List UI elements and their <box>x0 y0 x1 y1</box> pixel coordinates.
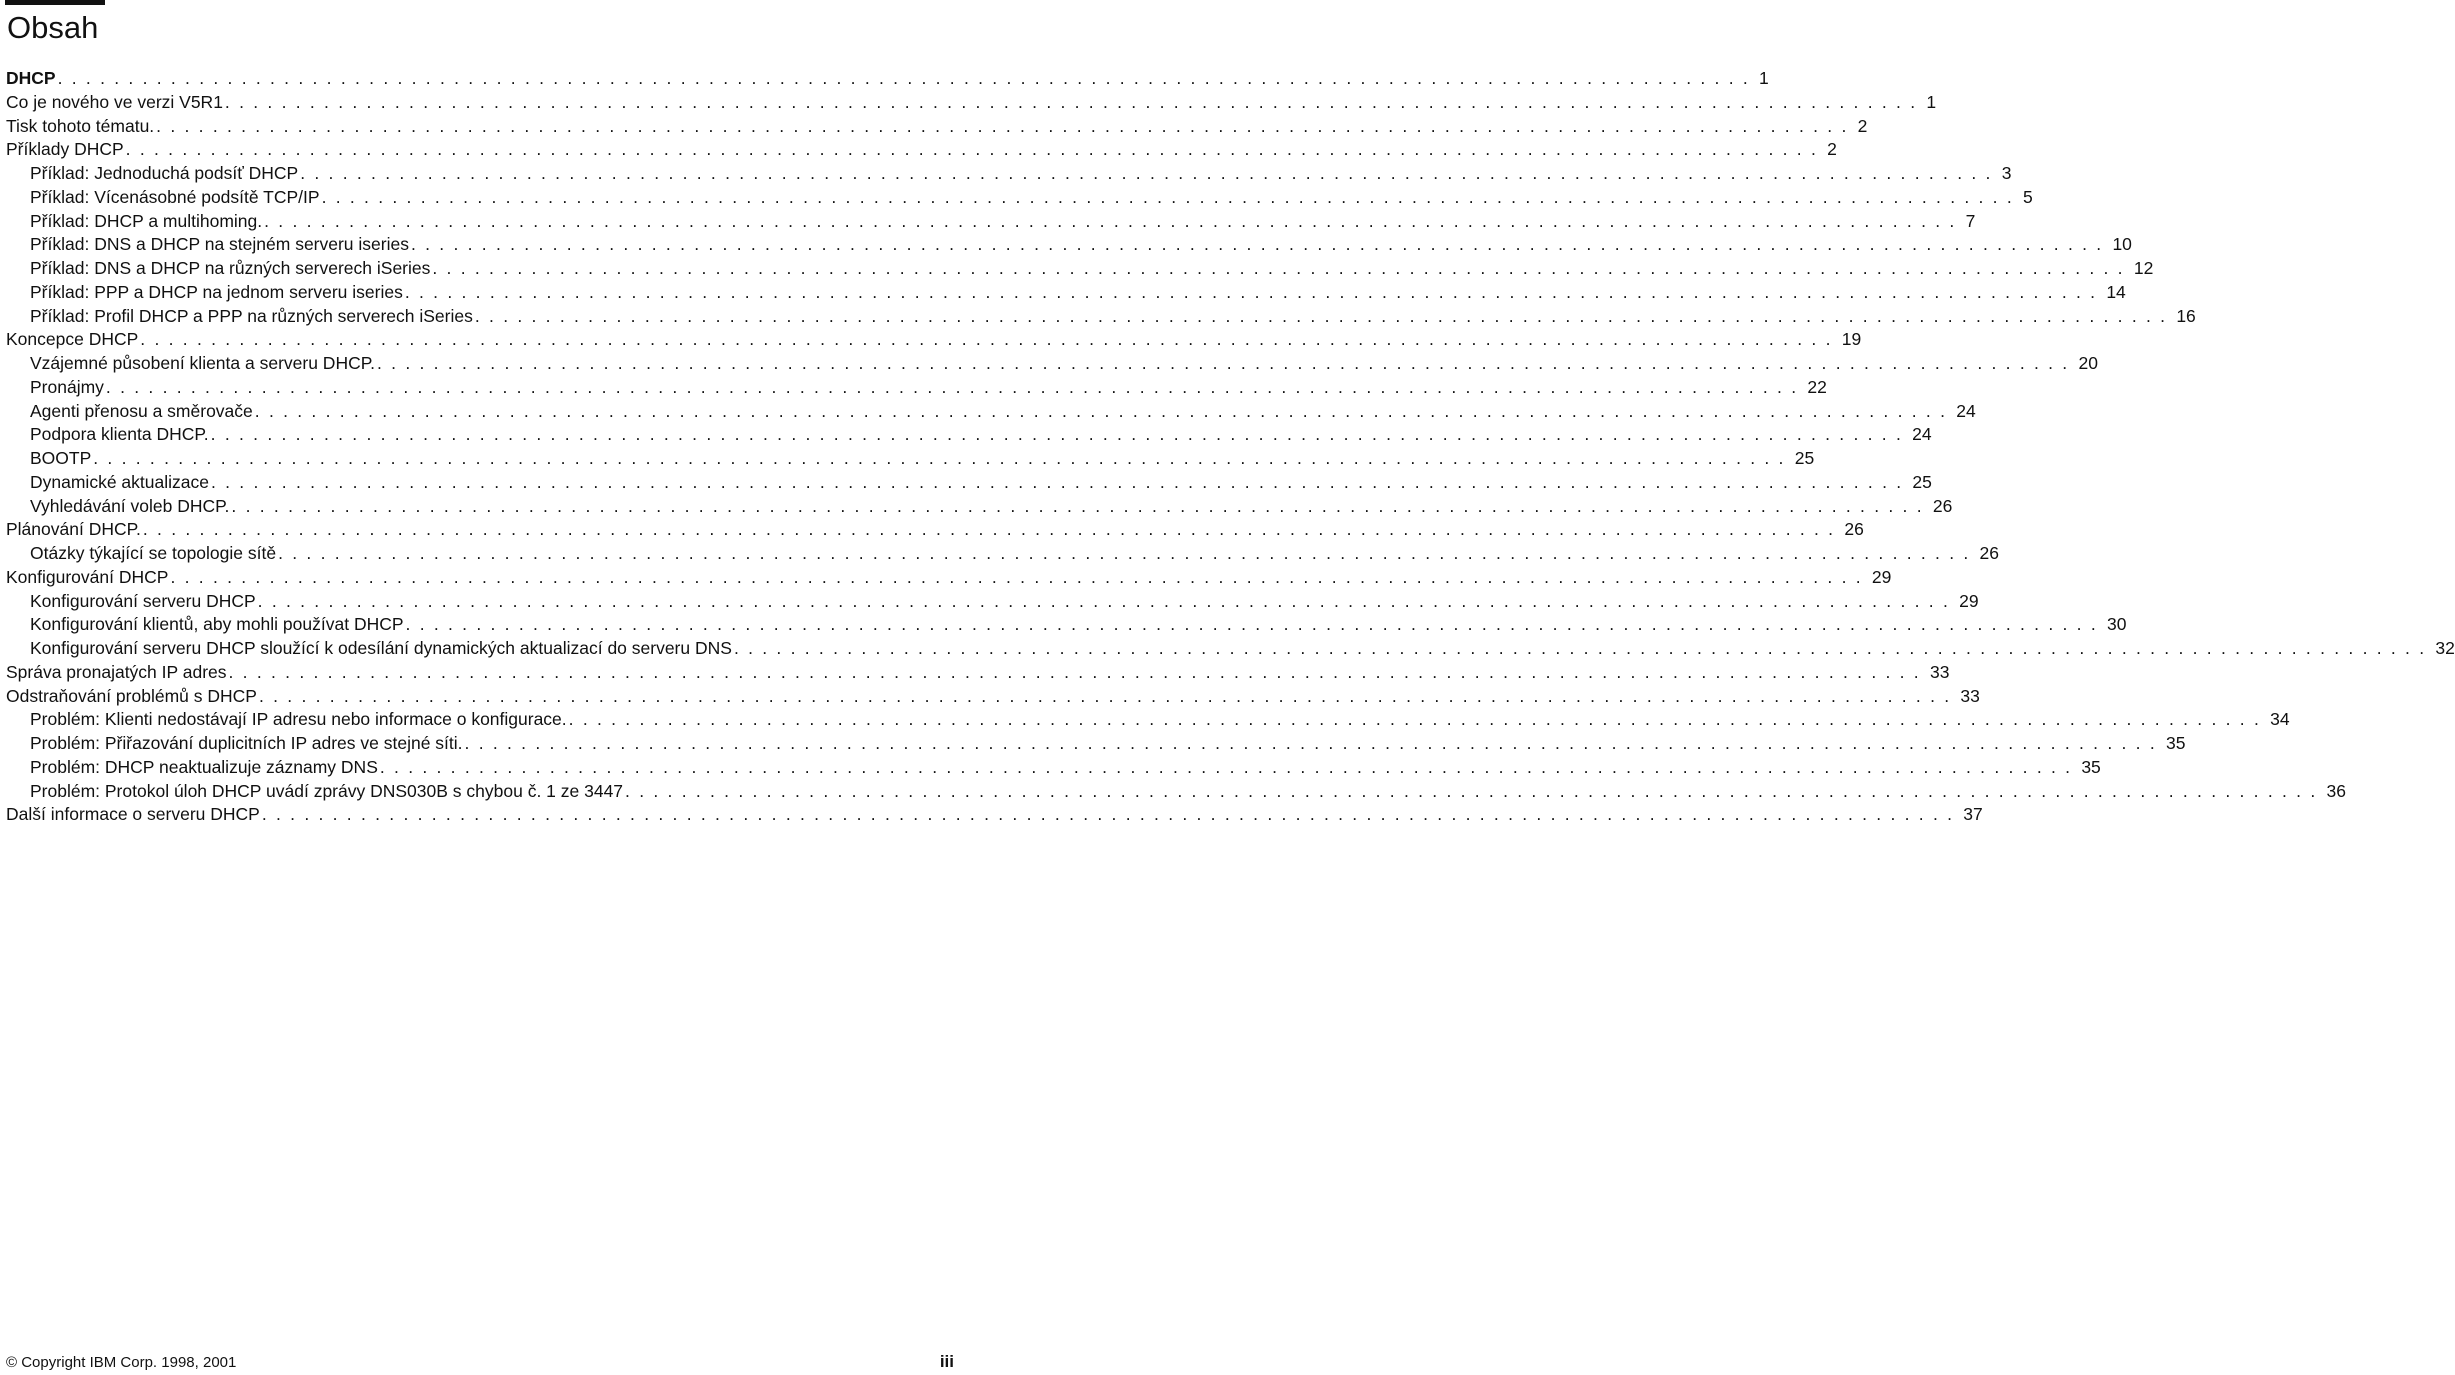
toc-entry[interactable] <box>0 423 1932 447</box>
toc-entry[interactable] <box>0 210 1976 234</box>
toc-entry[interactable] <box>0 138 1837 162</box>
dot-leader: ........................................................................................................................ <box>404 281 2105 302</box>
toc-entry-title: Dynamické aktualizace <box>30 471 211 495</box>
toc-entry-page: 5 <box>2021 186 2033 210</box>
toc-entry-title: Problém: DHCP neaktualizuje záznamy DNS <box>30 756 380 780</box>
toc-entry-title: Konfigurování DHCP <box>6 566 170 590</box>
toc-entry-title: Příklad: DNS a DHCP na stejném serveru iseries <box>30 233 411 257</box>
toc-entry-title: Příklad: DHCP a multihoming. <box>30 210 264 234</box>
toc-entry-page: 7 <box>1964 210 1976 234</box>
toc-entry-title: Co je nového ve verzi V5R1 <box>6 91 225 115</box>
toc-entry-page: 10 <box>2110 233 2131 257</box>
toc-entry-line <box>30 637 2455 661</box>
copyright-notice: © Copyright IBM Corp. 1998, 2001 <box>6 1354 237 1371</box>
dot-leader: ........................................................................................................................ <box>254 400 1955 421</box>
dot-leader: ........................................................................................................................ <box>464 733 2164 753</box>
page-number: iii <box>939 1352 954 1371</box>
toc-entry-page: 29 <box>1870 566 1891 590</box>
toc-entry-line <box>30 471 1932 495</box>
dot-leader: ........................................................................................................................ <box>300 163 2000 183</box>
toc-entry-page: 26 <box>1931 495 1952 519</box>
toc-entry[interactable] <box>0 67 1769 91</box>
dot-leader: ........................................................................................................................ <box>156 115 1856 136</box>
dot-leader: ........................................................................................................................ <box>224 91 1925 112</box>
toc-entry-line <box>30 352 2098 376</box>
toc-entry[interactable] <box>0 328 1862 352</box>
toc-entry-line <box>30 732 2186 756</box>
toc-entry-line <box>30 281 2126 305</box>
dot-leader: ........................................................................................................................ <box>105 376 1806 397</box>
toc-entry-title: Konfigurování klientů, aby mohli používat DHCP <box>30 613 406 637</box>
toc-entry[interactable] <box>0 305 2196 329</box>
table-of-contents <box>0 67 2455 827</box>
dot-leader: ........................................................................................................................ <box>57 68 1758 88</box>
toc-entry[interactable] <box>0 518 1864 542</box>
toc-entry-title: Příklady DHCP <box>6 138 126 162</box>
toc-entry-line <box>6 803 1983 827</box>
toc-entry-title: Podpora klienta DHCP. <box>30 423 211 447</box>
toc-entry-line <box>30 542 2000 566</box>
toc-entry-title: Konfigurování serveru DHCP <box>30 590 258 614</box>
dot-leader: ........................................................................................................................ <box>210 424 1911 445</box>
toc-entry[interactable] <box>0 732 2186 756</box>
toc-entry-page: 1 <box>1757 67 1769 91</box>
toc-entry-page: 14 <box>2104 281 2125 305</box>
dot-leader: ........................................................................................................................ <box>258 685 1959 706</box>
toc-entry-line <box>30 495 1953 519</box>
toc-entry[interactable] <box>0 91 1937 115</box>
toc-entry-line <box>30 305 2196 329</box>
toc-entry-page: 30 <box>2105 613 2126 637</box>
dot-leader: ........................................................................................................................ <box>432 258 2132 278</box>
toc-entry-title: Problém: Klienti nedostávají IP adresu nebo informace o konfigurace. <box>30 708 569 732</box>
dot-leader: ........................................................................................................................ <box>261 804 1962 825</box>
toc-entry[interactable] <box>0 376 1827 400</box>
toc-entry-title: Odstraňování problémů s DHCP <box>6 685 259 709</box>
toc-entry-title: Příklad: DNS a DHCP na různých serverech iSeries <box>30 257 432 281</box>
toc-entry[interactable] <box>0 257 2154 281</box>
dot-leader: ........................................................................................................................ <box>733 638 2434 658</box>
dot-leader: ........................................................................................................................ <box>410 234 2111 255</box>
toc-entry-line <box>30 613 2127 637</box>
toc-entry-line <box>30 756 2101 780</box>
toc-entry-line <box>6 566 1892 590</box>
toc-entry-page: 26 <box>1978 542 1999 566</box>
toc-entry-page: 26 <box>1842 518 1863 542</box>
toc-entry-page: 35 <box>2079 756 2100 780</box>
dot-leader: ........................................................................................................................ <box>142 519 1843 540</box>
toc-entry[interactable] <box>0 281 2126 305</box>
toc-entry-title: Příklad: Jednoduchá podsíť DHCP <box>30 162 300 186</box>
toc-entry-line <box>30 780 2346 804</box>
toc-entry-page: 37 <box>1961 803 1982 827</box>
toc-entry[interactable] <box>0 756 2101 780</box>
dot-leader: ........................................................................................................................ <box>170 566 1870 587</box>
toc-entry-line <box>30 186 2033 210</box>
toc-entry-line <box>30 447 1815 471</box>
page-title: Obsah <box>7 10 99 45</box>
toc-entry-title: Problém: Přiřazování duplicitních IP adres ve stejné síti. <box>30 732 465 756</box>
toc-entry[interactable] <box>0 186 2033 210</box>
toc-entry[interactable] <box>0 352 2098 376</box>
toc-entry-title: Vzájemné působení klienta a serveru DHCP. <box>30 352 377 376</box>
toc-entry-page: 25 <box>1793 447 1814 471</box>
toc-entry-page: 24 <box>1954 400 1975 424</box>
toc-entry-page: 3 <box>2000 162 2012 186</box>
toc-entry-line <box>6 685 1980 709</box>
dot-leader: ........................................................................................................................ <box>278 543 1978 563</box>
toc-entry-line <box>6 67 1769 91</box>
toc-entry-line <box>30 376 1827 400</box>
toc-entry-page: 12 <box>2132 257 2153 281</box>
dot-leader: ........................................................................................................................ <box>405 614 2105 635</box>
dot-leader: ........................................................................................................................ <box>228 661 1928 682</box>
toc-entry-line <box>30 400 1976 424</box>
dot-leader: ........................................................................................................................ <box>474 305 2175 326</box>
dot-leader: ........................................................................................................................ <box>264 210 1964 231</box>
toc-entry-page: 24 <box>1910 423 1931 447</box>
toc-entry-title: Otázky týkající se topologie sítě <box>30 542 278 566</box>
toc-entry-page: 19 <box>1840 328 1861 352</box>
toc-entry-line <box>30 590 1979 614</box>
toc-entry-title: Další informace o serveru DHCP <box>6 803 262 827</box>
toc-entry[interactable] <box>0 590 1979 614</box>
toc-entry-page: 36 <box>2325 780 2346 804</box>
toc-entry-title: Konfigurování serveru DHCP sloužící k odesílání dynamických aktualizací do serveru DNS <box>30 637 734 661</box>
dot-leader: ........................................................................................................................ <box>321 186 2022 207</box>
toc-entry-page: 29 <box>1957 590 1978 614</box>
toc-entry[interactable] <box>0 233 2132 257</box>
toc-entry-page: 22 <box>1805 376 1826 400</box>
toc-entry-page: 32 <box>2433 637 2454 661</box>
toc-entry[interactable] <box>0 780 2346 804</box>
dot-leader: ........................................................................................................................ <box>140 329 1840 350</box>
toc-entry-line <box>30 210 1976 234</box>
toc-entry-page: 1 <box>1924 91 1936 115</box>
toc-entry-title: Správa pronajatých IP adres <box>6 661 229 685</box>
toc-entry-page: 16 <box>2174 305 2195 329</box>
toc-entry-title: Tisk tohoto tématu. <box>6 115 156 139</box>
dot-leader: ........................................................................................................................ <box>231 495 1931 516</box>
toc-entry[interactable] <box>0 162 2012 186</box>
toc-entry-line <box>6 91 1937 115</box>
toc-entry-line <box>30 257 2154 281</box>
toc-entry-page: 33 <box>1928 661 1949 685</box>
toc-entry[interactable] <box>0 803 1983 827</box>
toc-entry-title: Agenti přenosu a směrovače <box>30 400 255 424</box>
toc-entry-line <box>30 423 1932 447</box>
toc-entry[interactable] <box>0 566 1892 590</box>
toc-entry[interactable] <box>0 447 1815 471</box>
toc-entry-line <box>30 708 2290 732</box>
toc-entry[interactable] <box>0 115 1868 139</box>
toc-entry[interactable] <box>0 400 1976 424</box>
dot-leader: ........................................................................................................................ <box>125 139 1826 160</box>
dot-leader: ........................................................................................................................ <box>379 756 2080 777</box>
toc-entry-line <box>6 138 1837 162</box>
toc-entry-title: Problém: Protokol úloh DHCP uvádí zprávy DNS030B s chybou č. 1 ze 3447 <box>30 780 625 804</box>
toc-entry-line <box>30 162 2012 186</box>
dot-leader: ........................................................................................................................ <box>568 709 2269 730</box>
toc-entry-page: 34 <box>2268 708 2289 732</box>
toc-entry[interactable] <box>0 542 2000 566</box>
toc-entry-title: BOOTP <box>30 447 93 471</box>
toc-entry[interactable] <box>0 685 1980 709</box>
toc-entry[interactable] <box>0 613 2127 637</box>
dot-leader: ........................................................................................................................ <box>93 448 1793 468</box>
title-rule <box>5 0 105 5</box>
toc-entry[interactable] <box>0 471 1932 495</box>
toc-entry-line <box>6 518 1864 542</box>
toc-entry-line <box>6 328 1862 352</box>
toc-entry-title: Pronájmy <box>30 376 106 400</box>
dot-leader: ........................................................................................................................ <box>377 353 2077 373</box>
toc-entry-page: 20 <box>2076 352 2097 376</box>
toc-entry[interactable] <box>0 637 2455 661</box>
toc-entry-title: Příklad: Profil DHCP a PPP na různých serverech iSeries <box>30 305 475 329</box>
toc-entry-title: Plánování DHCP. <box>6 518 143 542</box>
toc-entry-page: 35 <box>2164 732 2185 756</box>
toc-entry[interactable] <box>0 495 1953 519</box>
dot-leader: ........................................................................................................................ <box>257 590 1958 611</box>
toc-entry-page: 2 <box>1856 115 1868 139</box>
toc-entry-page: 25 <box>1910 471 1931 495</box>
toc-entry-title: DHCP <box>6 67 58 91</box>
toc-entry-line <box>6 661 1950 685</box>
toc-entry-page: 2 <box>1825 138 1837 162</box>
toc-entry-title: Koncepce DHCP <box>6 328 140 352</box>
dot-leader: ........................................................................................................................ <box>625 780 2325 801</box>
toc-entry-title: Vyhledávání voleb DHCP. <box>30 495 231 519</box>
toc-entry-title: Příklad: PPP a DHCP na jednom serveru iseries <box>30 281 405 305</box>
toc-entry-page: 33 <box>1958 685 1979 709</box>
toc-entry-title: Příklad: Vícenásobné podsítě TCP/IP <box>30 186 322 210</box>
toc-entry-line <box>6 115 1868 139</box>
toc-entry-line <box>30 233 2132 257</box>
toc-entry[interactable] <box>0 708 2290 732</box>
dot-leader: ........................................................................................................................ <box>210 471 1911 492</box>
toc-entry[interactable] <box>0 661 1950 685</box>
